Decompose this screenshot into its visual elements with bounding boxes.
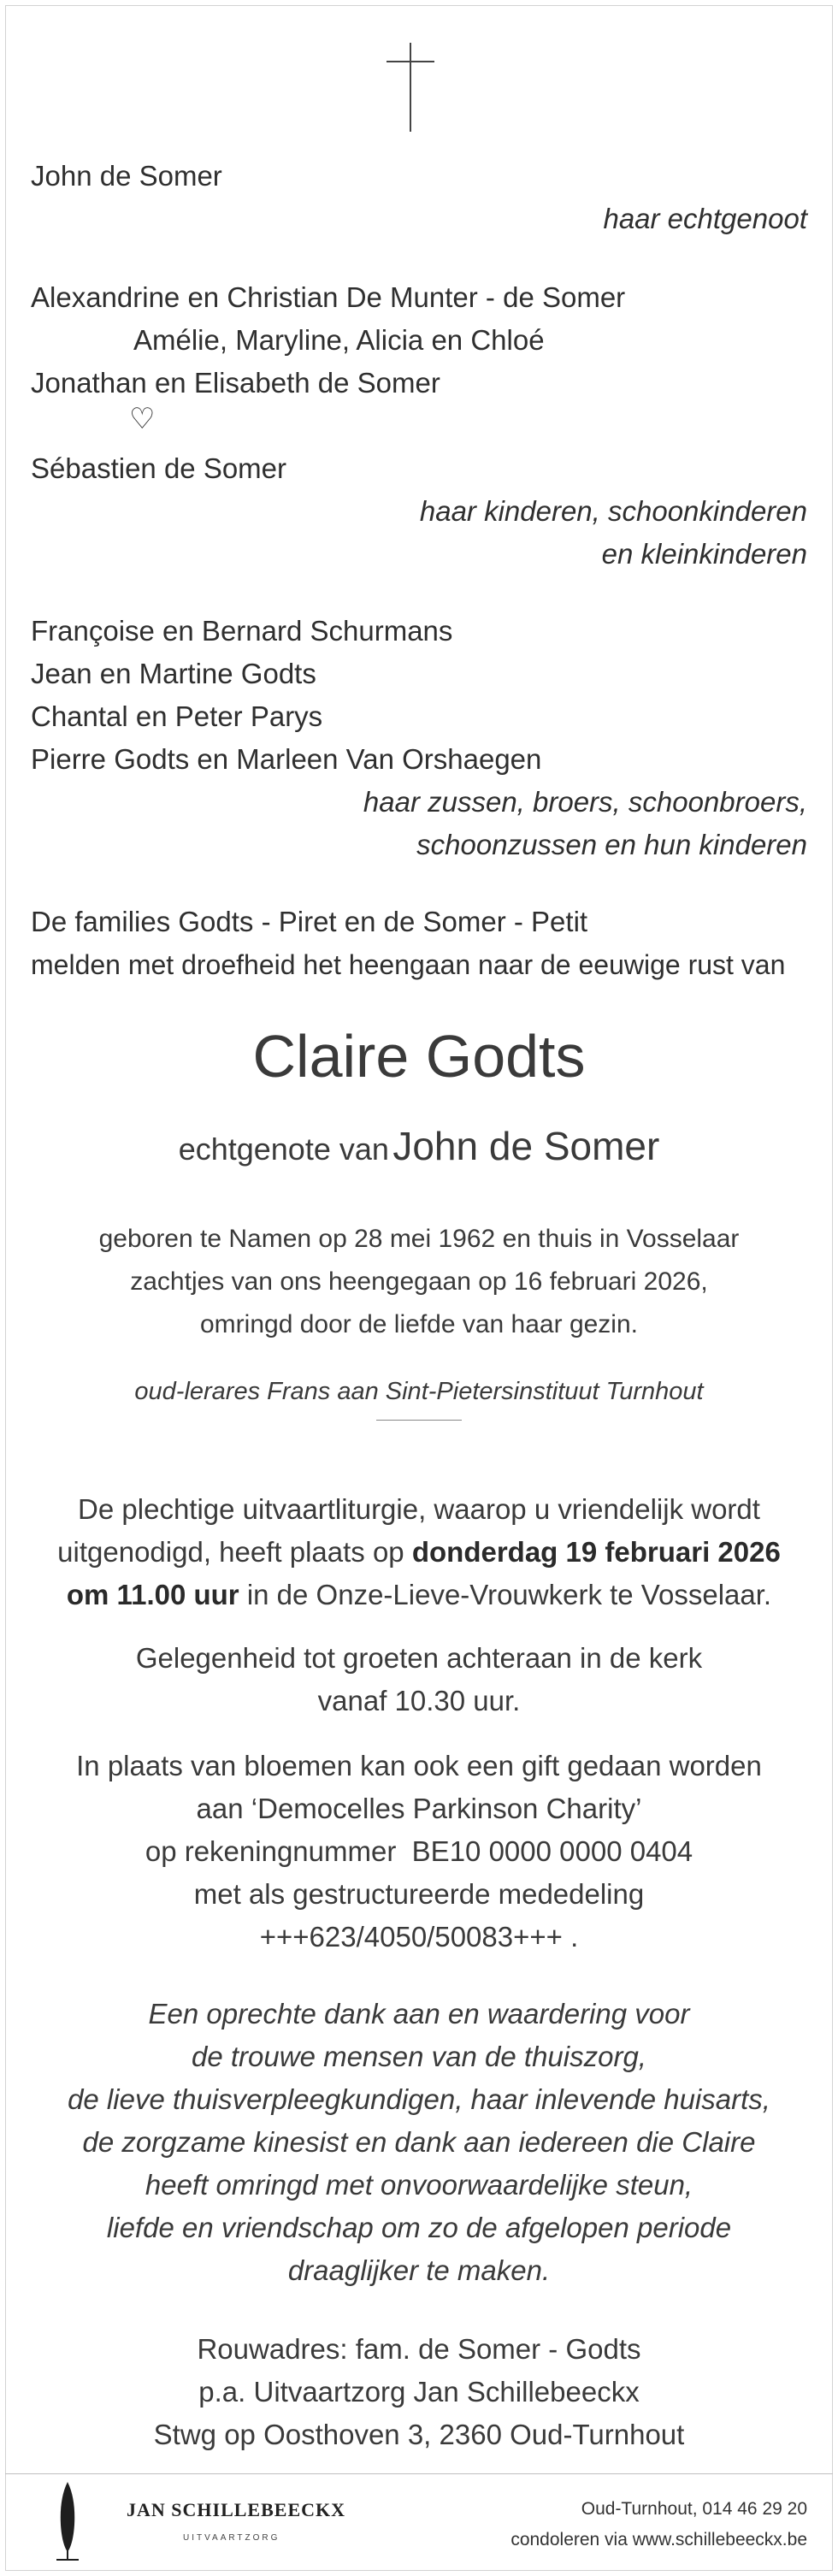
- child-line: Alexandrine en Christian De Munter - de Somer: [31, 281, 626, 313]
- thanks-line: liefde en vriendschap om zo de afgelopen periode: [106, 2212, 732, 2243]
- ceremony-line: De plechtige uitvaartliturgie, waarop u vriendelijk wordt: [78, 1493, 760, 1525]
- company-tagline: UITVAARTZORG: [183, 2533, 280, 2543]
- child-line: Jonathan en Elisabeth de Somer: [31, 367, 440, 399]
- spouse-role: haar echtgenoot: [603, 203, 807, 234]
- spouse-name: John de Somer: [31, 160, 222, 192]
- address-line: Stwg op Oosthoven 3, 2360 Oud-Turnhout: [153, 2419, 685, 2450]
- sibling-line: Jean en Martine Godts: [31, 658, 316, 689]
- spouse-line: [0, 1120, 838, 1182]
- surrounded-line: omringd door de liefde van haar gezin.: [200, 1310, 638, 1338]
- thanks-line: de trouwe mensen van de thuiszorg,: [192, 2041, 646, 2072]
- greeting-line: Gelegenheid tot groeten achteraan in de kerk: [135, 1642, 703, 1674]
- heart-icon: ♡: [129, 403, 156, 435]
- donation-line: aan ‘Democelles Parkinson Charity’: [196, 1793, 642, 1824]
- donation-line: In plaats van bloemen kan ook een gift gedaan worden: [76, 1750, 762, 1781]
- thanks-line: de lieve thuisverpleegkundigen, haar inlevende huisarts,: [68, 2083, 770, 2115]
- donation-line: +++623/4050/50083+++ .: [259, 1921, 579, 1953]
- ceremony-line: [0, 1574, 838, 1616]
- families-line: De families Godts - Piret en de Somer - Petit: [31, 906, 588, 937]
- contact-website: condoleren via www.schillebeeckx.be: [510, 2530, 807, 2549]
- ceremony-text: in de Onze-Lieve-Vrouwkerk te Vosselaar.: [239, 1579, 772, 1610]
- sibling-line: Françoise en Bernard Schurmans: [31, 615, 453, 647]
- siblings-role: haar zussen, broers, schoonbroers,: [363, 786, 807, 818]
- ceremony-time: om 11.00 uur: [66, 1579, 239, 1610]
- ceremony-text: uitgenodigd, heeft plaats op: [57, 1536, 412, 1568]
- spouse-name-large: John de Somer: [392, 1124, 660, 1168]
- thanks-line: heeft omringd met onvoorwaardelijke steun,: [145, 2169, 693, 2201]
- grandchildren-line: Amélie, Maryline, Alicia en Chloé: [133, 324, 545, 356]
- cypress-tree-icon: [55, 2480, 80, 2562]
- spouse-prefix: echtgenote van: [178, 1131, 389, 1167]
- sibling-line: Pierre Godts en Marleen Van Orshaegen: [31, 743, 542, 775]
- deceased-name: Claire Godts: [252, 1023, 586, 1090]
- sibling-line: Chantal en Peter Parys: [31, 700, 323, 732]
- cross-icon: [387, 43, 434, 132]
- occupation-line: oud-lerares Frans aan Sint-Pietersinstituut Turnhout: [134, 1378, 704, 1405]
- donation-line: met als gestructureerde mededeling: [193, 1878, 645, 1910]
- footer-divider: [5, 2473, 833, 2474]
- thanks-line: draaglijker te maken.: [287, 2254, 551, 2286]
- siblings-role: schoonzussen en hun kinderen: [416, 829, 807, 860]
- thanks-line: Een oprechte dank aan en waardering voor: [148, 1998, 690, 2029]
- child-line: Sébastien de Somer: [31, 452, 287, 484]
- announce-line: melden met droefheid het heengaan naar de eeuwige rust van: [31, 949, 786, 980]
- thanks-line: de zorgzame kinesist en dank aan iedereen die Claire: [82, 2126, 756, 2158]
- children-role: en kleinkinderen: [601, 538, 807, 570]
- address-line: p.a. Uitvaartzorg Jan Schillebeeckx: [198, 2376, 640, 2408]
- donation-line: op rekeningnummer BE10 0000 0000 0404: [145, 1835, 693, 1867]
- born-line: geboren te Namen op 28 mei 1962 en thuis in Vosselaar: [98, 1225, 740, 1253]
- address-line: Rouwadres: fam. de Somer - Godts: [197, 2333, 641, 2365]
- company-name: JAN SCHILLEBEECKX: [127, 2499, 346, 2520]
- children-role: haar kinderen, schoonkinderen: [419, 495, 807, 527]
- ceremony-line: [0, 1531, 838, 1574]
- contact-phone: Oud-Turnhout, 014 46 29 20: [581, 2499, 807, 2519]
- greeting-line: vanaf 10.30 uur.: [317, 1685, 521, 1716]
- passed-line: zachtjes van ons heengegaan op 16 februari 2026,: [130, 1267, 708, 1296]
- divider: [376, 1420, 462, 1421]
- ceremony-date: donderdag 19 februari 2026: [411, 1536, 781, 1568]
